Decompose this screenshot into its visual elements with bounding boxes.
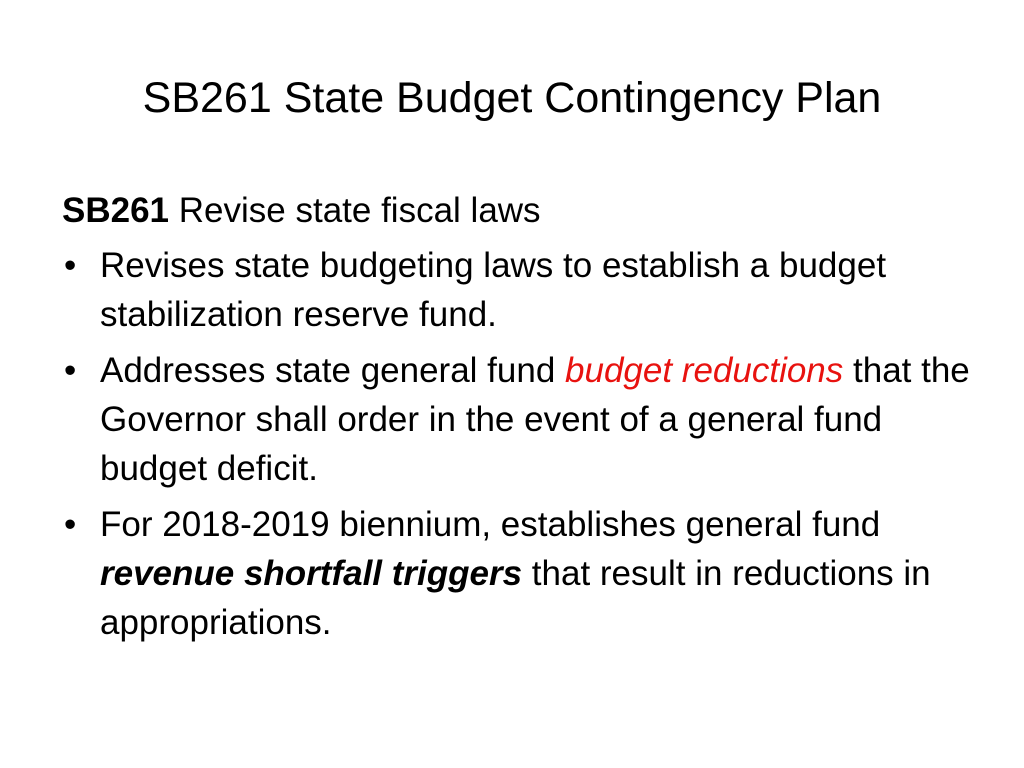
bullet-icon: • (64, 505, 77, 544)
intro-line (62, 186, 982, 235)
slide-body (62, 186, 982, 654)
bullet-text: Revises state budgeting laws to establish a budget stabilization reserve fund. (100, 246, 887, 334)
slide-title: SB261 State Budget Contingency Plan (142, 74, 882, 122)
bullet-text-after: that result in reductions in appropriations. (100, 554, 931, 642)
bill-description: Revise state fiscal laws (178, 191, 541, 230)
list-item (62, 241, 982, 339)
bullet-icon: • (64, 246, 77, 285)
bullet-text-before: For 2018-2019 biennium, establishes general fund (100, 505, 881, 544)
bill-number: SB261 (62, 191, 170, 230)
budget-reductions-emphasis: budget reductions (565, 351, 844, 390)
bullet-icon: • (64, 351, 77, 390)
bullet-list (62, 241, 982, 647)
list-item (62, 346, 982, 493)
bullet-text-before: Addresses state general fund (100, 351, 566, 390)
revenue-shortfall-emphasis: revenue shortfall triggers (100, 554, 523, 593)
list-item (62, 500, 982, 647)
bullet-text-after: that the Governor shall order in the event of a general fund budget deficit. (100, 351, 970, 488)
